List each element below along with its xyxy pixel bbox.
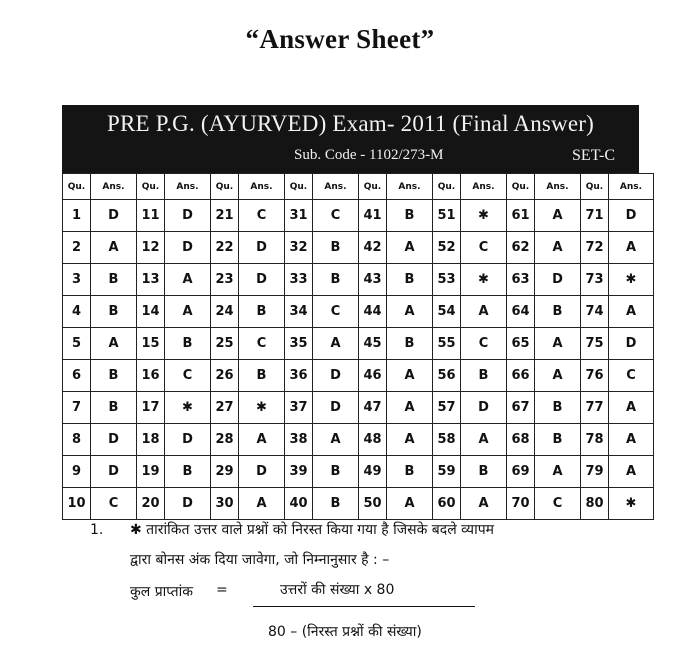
answer-cell: B [91,360,137,392]
question-number: 52 [433,232,461,264]
question-number: 73 [581,264,609,296]
question-number: 17 [137,392,165,424]
answer-cell: D [91,200,137,232]
question-number: 26 [211,360,239,392]
answer-cell: ✱ [461,200,507,232]
header-question: Qu. [359,174,387,200]
answer-cell: A [609,456,654,488]
answer-cell: A [313,424,359,456]
question-number: 74 [581,296,609,328]
header-banner [62,105,639,173]
answer-cell: B [387,328,433,360]
answer-cell: B [387,456,433,488]
answer-cell: ✱ [461,264,507,296]
answer-cell: D [313,392,359,424]
answer-cell: C [239,200,285,232]
answer-cell: D [609,328,654,360]
table-row [63,200,654,232]
answer-cell: A [609,232,654,264]
table-row [63,328,654,360]
answer-cell: C [461,328,507,360]
answer-cell: B [91,296,137,328]
table-row [63,424,654,456]
answer-cell: A [535,232,581,264]
answer-cell: C [239,328,285,360]
question-number: 11 [137,200,165,232]
answer-cell: B [313,488,359,520]
answer-cell: ✱ [609,264,654,296]
answer-cell: A [387,392,433,424]
question-number: 23 [211,264,239,296]
question-number: 40 [285,488,313,520]
answer-cell: C [535,488,581,520]
question-number: 28 [211,424,239,456]
question-number: 41 [359,200,387,232]
answer-cell: B [461,360,507,392]
question-number: 64 [507,296,535,328]
question-number: 45 [359,328,387,360]
answer-cell: B [387,200,433,232]
answer-cell: A [239,424,285,456]
note-line-2: द्वारा बोनस अंक दिया जावेगा, जो निम्नानुसार है : – [130,552,390,568]
question-number: 44 [359,296,387,328]
question-number: 61 [507,200,535,232]
header-question: Qu. [137,174,165,200]
question-number: 36 [285,360,313,392]
question-number: 79 [581,456,609,488]
answer-cell: A [387,488,433,520]
question-number: 16 [137,360,165,392]
table-row [63,296,654,328]
question-number: 14 [137,296,165,328]
answer-sheet [62,105,643,520]
answer-cell: B [91,392,137,424]
question-number: 34 [285,296,313,328]
answer-cell: D [609,200,654,232]
question-number: 56 [433,360,461,392]
formula-numerator: उत्तरों की संख्या x 80 [280,582,395,598]
table-row [63,392,654,424]
header-answer: Ans. [165,174,211,200]
question-number: 8 [63,424,91,456]
answer-cell: C [165,360,211,392]
answer-cell: A [535,456,581,488]
question-number: 30 [211,488,239,520]
question-number: 1 [63,200,91,232]
header-answer: Ans. [609,174,654,200]
question-number: 76 [581,360,609,392]
question-number: 57 [433,392,461,424]
header-question: Qu. [581,174,609,200]
answer-cell: C [609,360,654,392]
set-label: SET-C [572,147,615,164]
question-number: 18 [137,424,165,456]
document-title: “Answer Sheet” [245,24,435,54]
question-number: 10 [63,488,91,520]
question-number: 35 [285,328,313,360]
answer-cell: ✱ [239,392,285,424]
answer-cell: A [387,296,433,328]
answer-cell: D [313,360,359,392]
table-row [63,456,654,488]
question-number: 5 [63,328,91,360]
question-number: 46 [359,360,387,392]
answer-cell: D [91,424,137,456]
answer-cell: A [535,200,581,232]
answer-cell: C [461,232,507,264]
fraction-line [253,606,475,607]
question-number: 22 [211,232,239,264]
question-number: 58 [433,424,461,456]
question-number: 80 [581,488,609,520]
question-number: 50 [359,488,387,520]
answer-cell: A [165,296,211,328]
question-number: 59 [433,456,461,488]
question-number: 33 [285,264,313,296]
question-number: 2 [63,232,91,264]
answer-cell: B [387,264,433,296]
question-number: 3 [63,264,91,296]
answer-cell: D [239,456,285,488]
answer-cell: B [535,392,581,424]
question-number: 66 [507,360,535,392]
answer-cell: B [313,232,359,264]
header-question: Qu. [433,174,461,200]
question-number: 49 [359,456,387,488]
question-number: 43 [359,264,387,296]
question-number: 19 [137,456,165,488]
answer-cell: ✱ [165,392,211,424]
formula-label: कुल प्राप्तांक [130,584,193,600]
question-number: 47 [359,392,387,424]
header-answer: Ans. [461,174,507,200]
answer-cell: D [165,424,211,456]
answer-cell: A [165,264,211,296]
question-number: 77 [581,392,609,424]
answer-cell: A [91,328,137,360]
header-question: Qu. [63,174,91,200]
note-number: 1. [90,522,104,538]
answer-table [62,173,654,520]
answer-cell: B [165,328,211,360]
question-number: 54 [433,296,461,328]
answer-cell: B [91,264,137,296]
question-number: 68 [507,424,535,456]
header-answer: Ans. [387,174,433,200]
question-number: 78 [581,424,609,456]
answer-cell: A [387,232,433,264]
answer-cell: D [165,488,211,520]
answer-cell: A [313,328,359,360]
answer-cell: A [535,328,581,360]
question-number: 60 [433,488,461,520]
table-header-row [63,174,654,200]
table-row [63,360,654,392]
answer-cell: C [313,296,359,328]
answer-cell: B [535,424,581,456]
question-number: 25 [211,328,239,360]
question-number: 12 [137,232,165,264]
answer-cell: A [91,232,137,264]
answer-cell: D [165,232,211,264]
table-row [63,264,654,296]
header-answer: Ans. [535,174,581,200]
answer-cell: C [91,488,137,520]
question-number: 42 [359,232,387,264]
exam-title: PRE P.G. (AYURVED) Exam- 2011 (Final Answer) [107,111,594,136]
question-number: 24 [211,296,239,328]
formula-equals: = [216,582,228,598]
answer-cell: D [165,200,211,232]
question-number: 29 [211,456,239,488]
question-number: 39 [285,456,313,488]
answer-cell: B [165,456,211,488]
answer-cell: D [91,456,137,488]
answer-cell: B [239,296,285,328]
subject-code: Sub. Code - 1102/273-M [294,147,444,163]
answer-cell: A [609,424,654,456]
question-number: 15 [137,328,165,360]
question-number: 70 [507,488,535,520]
answer-cell: A [609,296,654,328]
answer-cell: D [239,232,285,264]
question-number: 71 [581,200,609,232]
question-number: 55 [433,328,461,360]
question-number: 13 [137,264,165,296]
answer-cell: B [535,296,581,328]
formula-denominator: 80 – (निरस्त प्रश्नों की संख्या) [268,624,422,640]
note-line-1: ✱ तारांकित उत्तर वाले प्रश्नों को निरस्त किया गया है जिसके बदले व्यापम [130,522,495,538]
question-number: 32 [285,232,313,264]
answer-cell: B [313,456,359,488]
answer-cell: A [387,424,433,456]
table-row [63,488,654,520]
answer-cell: ✱ [609,488,654,520]
table-row [63,232,654,264]
question-number: 75 [581,328,609,360]
question-number: 20 [137,488,165,520]
question-number: 27 [211,392,239,424]
question-number: 9 [63,456,91,488]
answer-cell: C [313,200,359,232]
question-number: 63 [507,264,535,296]
question-number: 7 [63,392,91,424]
header-question: Qu. [507,174,535,200]
question-number: 48 [359,424,387,456]
question-number: 6 [63,360,91,392]
header-question: Qu. [211,174,239,200]
question-number: 53 [433,264,461,296]
answer-cell: B [239,360,285,392]
answer-cell: B [461,456,507,488]
answer-cell: A [387,360,433,392]
question-number: 4 [63,296,91,328]
answer-cell: A [461,296,507,328]
header-question: Qu. [285,174,313,200]
question-number: 72 [581,232,609,264]
question-number: 62 [507,232,535,264]
question-number: 37 [285,392,313,424]
question-number: 67 [507,392,535,424]
answer-cell: D [239,264,285,296]
answer-cell: D [535,264,581,296]
answer-cell: A [535,360,581,392]
question-number: 21 [211,200,239,232]
question-number: 38 [285,424,313,456]
answer-cell: A [239,488,285,520]
question-number: 31 [285,200,313,232]
question-number: 69 [507,456,535,488]
question-number: 51 [433,200,461,232]
header-answer: Ans. [239,174,285,200]
question-number: 65 [507,328,535,360]
answer-cell: A [609,392,654,424]
answer-cell: B [313,264,359,296]
answer-cell: A [461,424,507,456]
answer-cell: A [461,488,507,520]
answer-cell: D [461,392,507,424]
header-answer: Ans. [91,174,137,200]
header-answer: Ans. [313,174,359,200]
